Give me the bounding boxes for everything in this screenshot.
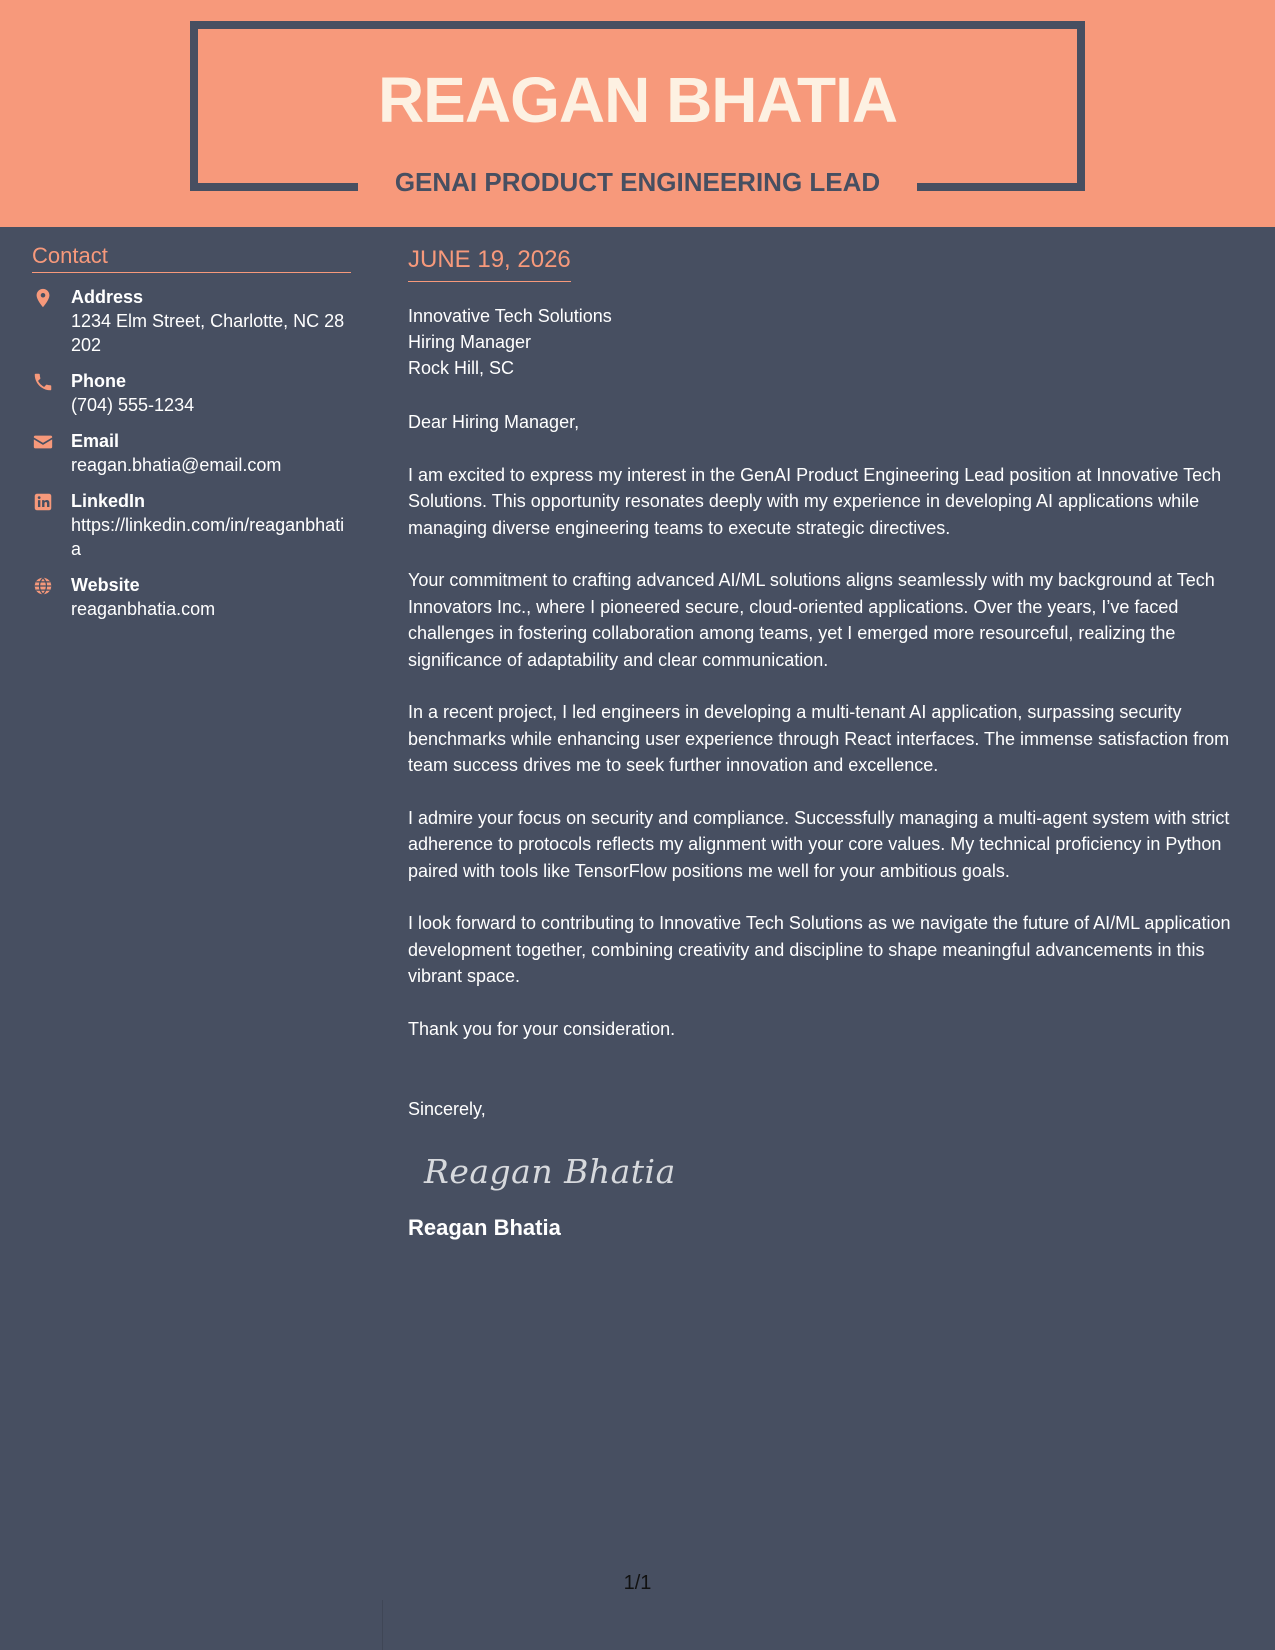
recipient-company: Innovative Tech Solutions	[408, 306, 612, 326]
footer-divider	[382, 1600, 383, 1650]
contact-email-value[interactable]: reagan.bhatia@email.com	[71, 455, 282, 475]
paragraph-3: In a recent project, I led engineers in developing a multi-tenant AI application, surpassing security benchmarks while enhancing user experience through React interfaces. The immense satisfaction from team success drives me to seek further innovation and excellence.	[408, 702, 1230, 775]
recipient-title: Hiring Manager	[408, 332, 532, 352]
contact-website	[32, 573, 352, 621]
contact-website-value[interactable]: reaganbhatia.com	[71, 599, 216, 619]
closing: Sincerely,	[408, 1099, 486, 1119]
header-banner	[0, 0, 1275, 227]
contact-linkedin-label: LinkedIn	[71, 491, 146, 511]
contact-phone-label: Phone	[71, 371, 127, 391]
contact-phone	[32, 369, 352, 417]
signer-name: Reagan Bhatia	[408, 1215, 561, 1240]
contact-sidebar	[32, 242, 352, 621]
paragraph-5: I look forward to contributing to Innovative Tech Solutions as we navigate the future of AI/ML application development together, combining creativity and discipline to shape meaningful advancements in this vibrant space.	[408, 913, 1231, 986]
handwritten-signature: Reagan Bhatia	[424, 1152, 676, 1191]
page-number: 1/1	[623, 1572, 652, 1594]
applicant-name: REAGAN BHATIA	[377, 64, 898, 136]
sidebar-title: Contact	[32, 242, 351, 273]
phone-icon	[32, 371, 54, 393]
contact-phone-value: (704) 555-1234	[71, 395, 195, 415]
contact-address	[32, 285, 352, 357]
contact-address-value: 1234 Elm Street, Charlotte, NC 28202	[71, 311, 345, 355]
recipient-location: Rock Hill, SC	[408, 358, 515, 378]
paragraph-6: Thank you for your consideration.	[408, 1018, 676, 1039]
letter-date: JUNE 19, 2026	[408, 245, 571, 282]
contact-linkedin-value[interactable]: https://linkedin.com/in/reaganbhatia	[71, 515, 345, 559]
letter-body	[408, 245, 1253, 1242]
contact-email-label: Email	[71, 431, 120, 451]
applicant-role: GENAI PRODUCT ENGINEERING LEAD	[394, 167, 881, 197]
contact-linkedin	[32, 489, 352, 561]
paragraph-4: I admire your focus on security and compliance. Successfully managing a multi-agent system with strict adherence to protocols reflects my alignment with your core values. My technical proficiency in Python paired with tools like TensorFlow positions me well for your ambitious goals.	[408, 807, 1230, 881]
linkedin-icon	[32, 491, 54, 513]
globe-icon	[32, 575, 54, 597]
recipient-block	[408, 303, 1253, 381]
salutation: Dear Hiring Manager,	[408, 412, 580, 432]
contact-address-label: Address	[71, 287, 144, 307]
map-pin-icon	[32, 287, 54, 309]
contact-website-label: Website	[71, 575, 140, 595]
paragraph-2: Your commitment to crafting advanced AI/ML solutions aligns seamlessly with my background at Tech Innovators Inc., where I pioneered secure, cloud-oriented applications. Over the years, I’ve faced challenges in fostering collaboration among teams, yet I emerged more resourceful, realizing the significance of adaptability and clear communication.	[408, 570, 1215, 670]
envelope-icon	[32, 431, 54, 453]
paragraph-1: I am excited to express my interest in the GenAI Product Engineering Lead position at Innovative Tech Solutions. This opportunity resonates deeply with my experience in developing AI applications while managing diverse engineering teams to execute strategic directives.	[408, 464, 1222, 538]
contact-email	[32, 429, 352, 477]
